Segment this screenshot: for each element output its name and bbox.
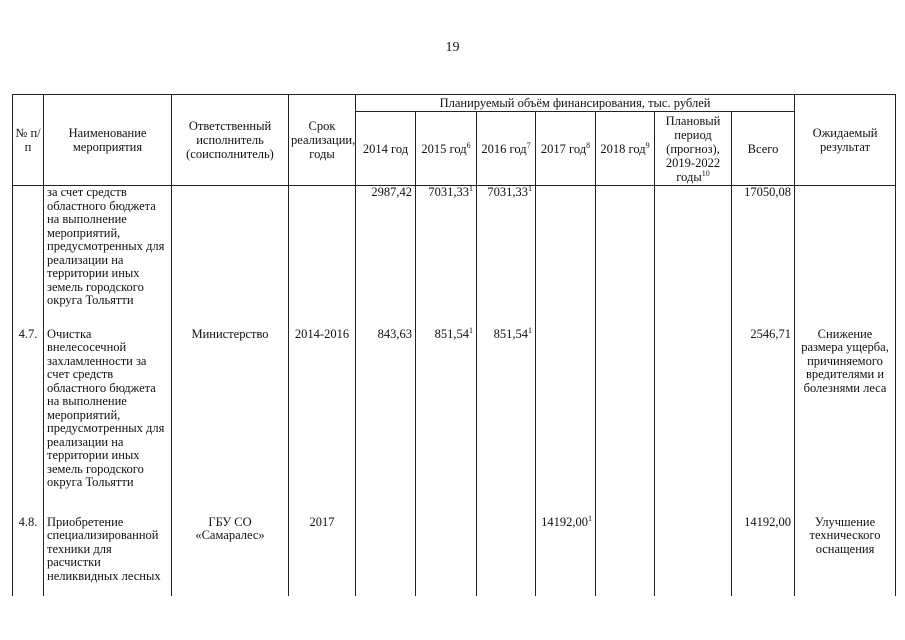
row-period xyxy=(289,186,356,322)
row-total: 17050,08 xyxy=(732,186,795,322)
header-2017: 2017 год$^8$ xyxy=(536,112,596,186)
row-2017 xyxy=(536,328,596,510)
row-2016: 7031,33$^1$ xyxy=(477,186,536,322)
row-2017: 14192,00$^1$ xyxy=(536,516,596,596)
row-2014: 2987,42 xyxy=(356,186,416,322)
row-no xyxy=(13,186,44,322)
row-2018 xyxy=(596,328,655,510)
row-result: Улучшение технического оснащения xyxy=(795,516,896,596)
row-2015 xyxy=(416,516,477,596)
table-row xyxy=(13,328,896,510)
header-2016: 2016 год$^7$ xyxy=(477,112,536,186)
row-result: Снижение размера ущерба, причиняемого вредителями и болезнями леса xyxy=(795,328,896,510)
header-period: Срок реализации, годы xyxy=(289,95,356,186)
row-total: 2546,71 xyxy=(732,328,795,510)
row-responsible xyxy=(172,186,289,322)
row-name: за счет средств областного бюджета на выполнение мероприятий, предусмотренных для реализации на территории иных земель городского округа Тольятти xyxy=(44,186,172,322)
row-2018 xyxy=(596,516,655,596)
row-responsible: ГБУ СО «Самаралес» xyxy=(172,516,289,596)
row-total: 14192,00 xyxy=(732,516,795,596)
row-planned xyxy=(655,328,732,510)
row-period: 2014-2016 xyxy=(289,328,356,510)
row-2018 xyxy=(596,186,655,322)
page-number: 19 xyxy=(445,40,460,55)
row-no: 4.7. xyxy=(13,328,44,510)
header-total: Всего xyxy=(732,112,795,186)
row-2016 xyxy=(477,516,536,596)
header-name: Наименование мероприятия xyxy=(44,95,172,186)
row-planned xyxy=(655,186,732,322)
row-period: 2017 xyxy=(289,516,356,596)
header-2018: 2018 год$^9$ xyxy=(596,112,655,186)
row-2015: 851,54$^1$ xyxy=(416,328,477,510)
header-responsible: Ответственный исполнитель (соисполнитель) xyxy=(172,95,289,186)
header-2015: 2015 год$^6$ xyxy=(416,112,477,186)
row-2017 xyxy=(536,186,596,322)
row-2014: 843,63 xyxy=(356,328,416,510)
row-result xyxy=(795,186,896,322)
row-planned xyxy=(655,516,732,596)
table-row xyxy=(13,186,896,322)
table-row xyxy=(13,516,896,596)
row-responsible: Министерство xyxy=(172,328,289,510)
row-2015: 7031,33$^1$ xyxy=(416,186,477,322)
funding-table xyxy=(12,94,896,596)
row-name: Приобретение специализированной техники для расчистки неликвидных лесных xyxy=(44,516,172,596)
header-2014: 2014 год xyxy=(356,112,416,186)
row-2016: 851,54$^1$ xyxy=(477,328,536,510)
header-planned: Плановый период (прогноз), 2019-2022 годы$^{10}$ xyxy=(655,112,732,186)
header-no: № п/п xyxy=(13,95,44,186)
row-no: 4.8. xyxy=(13,516,44,596)
row-name: Очистка внелесосечной захламленности за счет средств областного бюджета на выполнение мероприятий, предусмотренных для реализации на территории иных земель городского округа Тольятти xyxy=(44,328,172,510)
row-2014 xyxy=(356,516,416,596)
header-result: Ожидаемый результат xyxy=(795,95,896,186)
header-funding-group: Планируемый объём финансирования, тыс. рублей xyxy=(356,95,795,112)
